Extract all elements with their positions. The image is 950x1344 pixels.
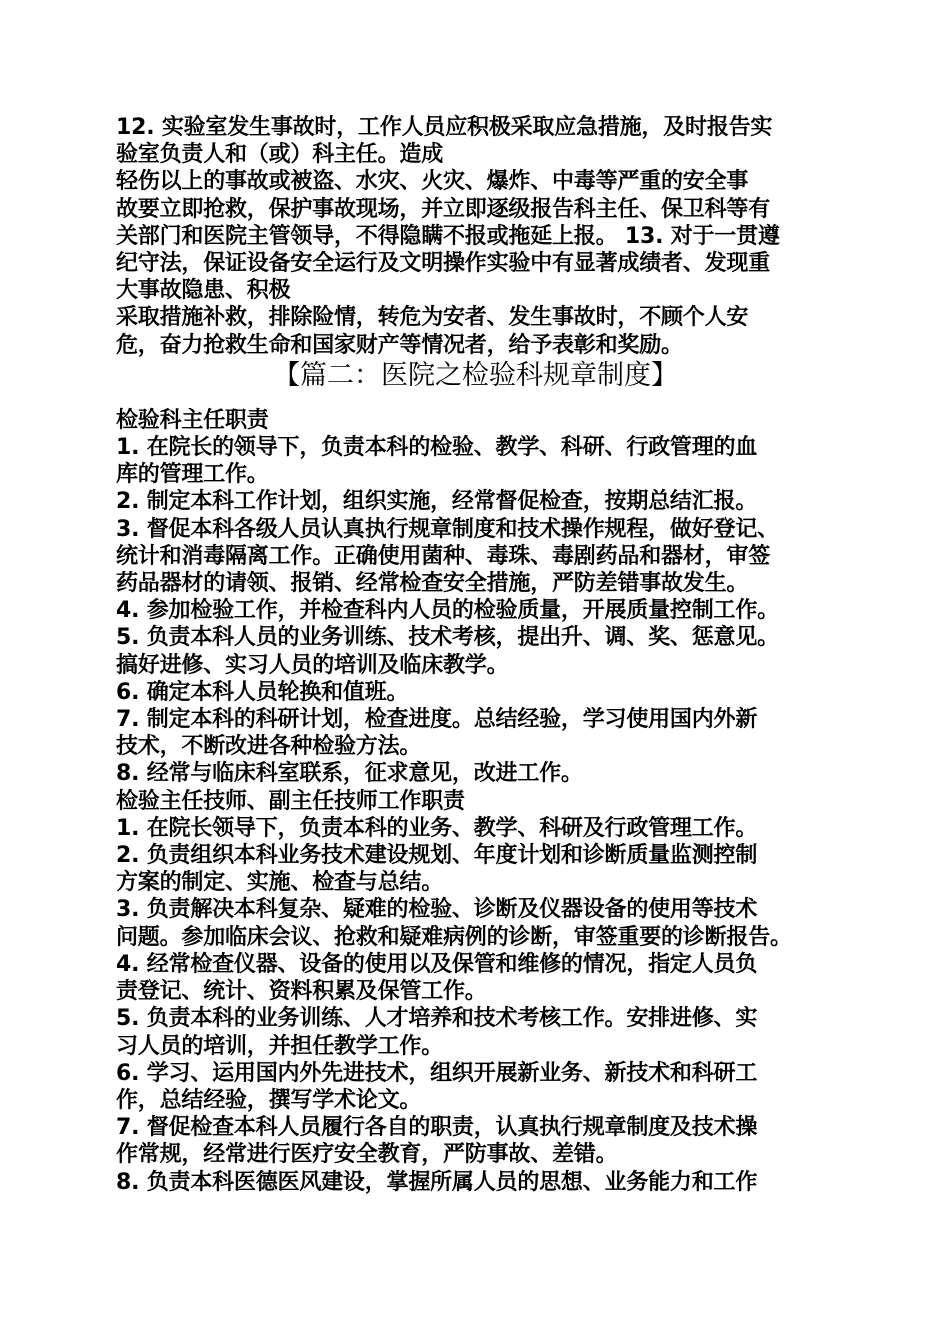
- text-line: 问题。参加临床会议、抢救和疑难病例的诊断，审签重要的诊断报告。: [116, 924, 792, 950]
- text-line: 7. 制定本科的科研计划，检查进度。总结经验，学习使用国内外新: [116, 707, 758, 733]
- text-line: 6. 确定本科人员轮换和值班。: [116, 679, 409, 705]
- text-line: 库的管理工作。: [116, 462, 269, 488]
- text-line: 1. 在院长的领导下，负责本科的检验、教学、科研、行政管理的血: [116, 435, 758, 461]
- text-line: 大事故隐患、积极: [116, 278, 291, 304]
- text-line: 方案的制定、实施、检查与总结。: [116, 870, 444, 896]
- text-line: 8. 负责本科医德医风建设，掌握所属人员的思想、业务能力和工作: [116, 1169, 758, 1195]
- text-line: 搞好进修、实习人员的培训及临床教学。: [116, 652, 509, 678]
- text-line: 采取措施补救，排除险情，转危为安者、发生事故时，不顾个人安: [116, 305, 749, 331]
- text-line: 3. 督促本科各级人员认真执行规章制度和技术操作规程，做好登记、: [116, 516, 779, 542]
- text-line: 危，奋力抢救生命和国家财产等情况者，给予表彰和奖励。: [116, 332, 683, 358]
- part2-text-block: [116, 407, 851, 1196]
- text-line: 技术，不断改进各种检验方法。: [116, 734, 422, 760]
- text-line: 统计和消毒隔离工作。正确使用菌种、毒珠、毒剧药品和器材，审签: [116, 543, 771, 569]
- subheading: 检验主任技师、副主任技师工作职责: [116, 788, 465, 814]
- text-line: 5. 负责本科的业务训练、人才培养和技术考核工作。安排进修、实: [116, 1006, 758, 1032]
- text-line: 7. 督促检查本科人员履行各自的职责，认真执行规章制度及技术操: [116, 1115, 758, 1141]
- text-line: 4. 参加检验工作，并检查科内人员的检验质量，开展质量控制工作。: [116, 598, 779, 624]
- text-line: 关部门和医院主管领导，不得隐瞒不报或拖延上报。 13. 对于一贯遵: [116, 223, 780, 249]
- text-line: 纪守法，保证设备安全运行及文明操作实验中有显著成绩者、发现重: [116, 251, 771, 277]
- subheading: 检验科主任职责: [116, 407, 269, 433]
- text-line: 3. 负责解决本科复杂、疑难的检验、诊断及仪器设备的使用等技术: [116, 897, 758, 923]
- text-line: 作，总结经验，撰写学术论文。: [116, 1087, 422, 1113]
- text-line: 习人员的培训，并担任教学工作。: [116, 1033, 444, 1059]
- text-line: 2. 负责组织本科业务技术建设规划、年度计划和诊断质量监测控制: [116, 843, 758, 869]
- text-line: 1. 在院长领导下，负责本科的业务、教学、科研及行政管理工作。: [116, 815, 758, 841]
- text-line: 12. 实验室发生事故时，工作人员应积极采取应急措施，及时报告实: [116, 115, 773, 140]
- text-line: 6. 学习、运用国内外先进技术，组织开展新业务、新技术和科研工: [116, 1060, 758, 1086]
- text-line: 4. 经常检查仪器、设备的使用以及保管和维修的情况，指定人员负: [116, 951, 758, 977]
- text-line: 验室负责人和（或）科主任。造成: [116, 142, 444, 168]
- section-title: 【篇二：医院之检验科规章制度】: [273, 359, 678, 391]
- text-line: 5. 负责本科人员的业务训练、技术考核，提出升、调、奖、惩意见。: [116, 625, 779, 651]
- text-line: 轻伤以上的事故或被盗、水灾、火灾、爆炸、中毒等严重的安全事: [116, 169, 749, 195]
- text-line: 8. 经常与临床科室联系，征求意见，改进工作。: [116, 761, 583, 787]
- part1-text-block: [116, 114, 851, 359]
- text-line: 作常规，经常进行医疗安全教育，严防事故、差错。: [116, 1142, 618, 1168]
- text-line: 责登记、统计、资料积累及保管工作。: [116, 979, 487, 1005]
- text-line: 药品器材的请领、报销、经常检查安全措施，严防差错事故发生。: [116, 571, 749, 597]
- document-page: [116, 114, 851, 1196]
- text-line: 故要立即抢救，保护事故现场，并立即逐级报告科主任、保卫科等有: [116, 196, 771, 222]
- text-line: 2. 制定本科工作计划，组织实施，经常督促检查，按期总结汇报。: [116, 489, 758, 515]
